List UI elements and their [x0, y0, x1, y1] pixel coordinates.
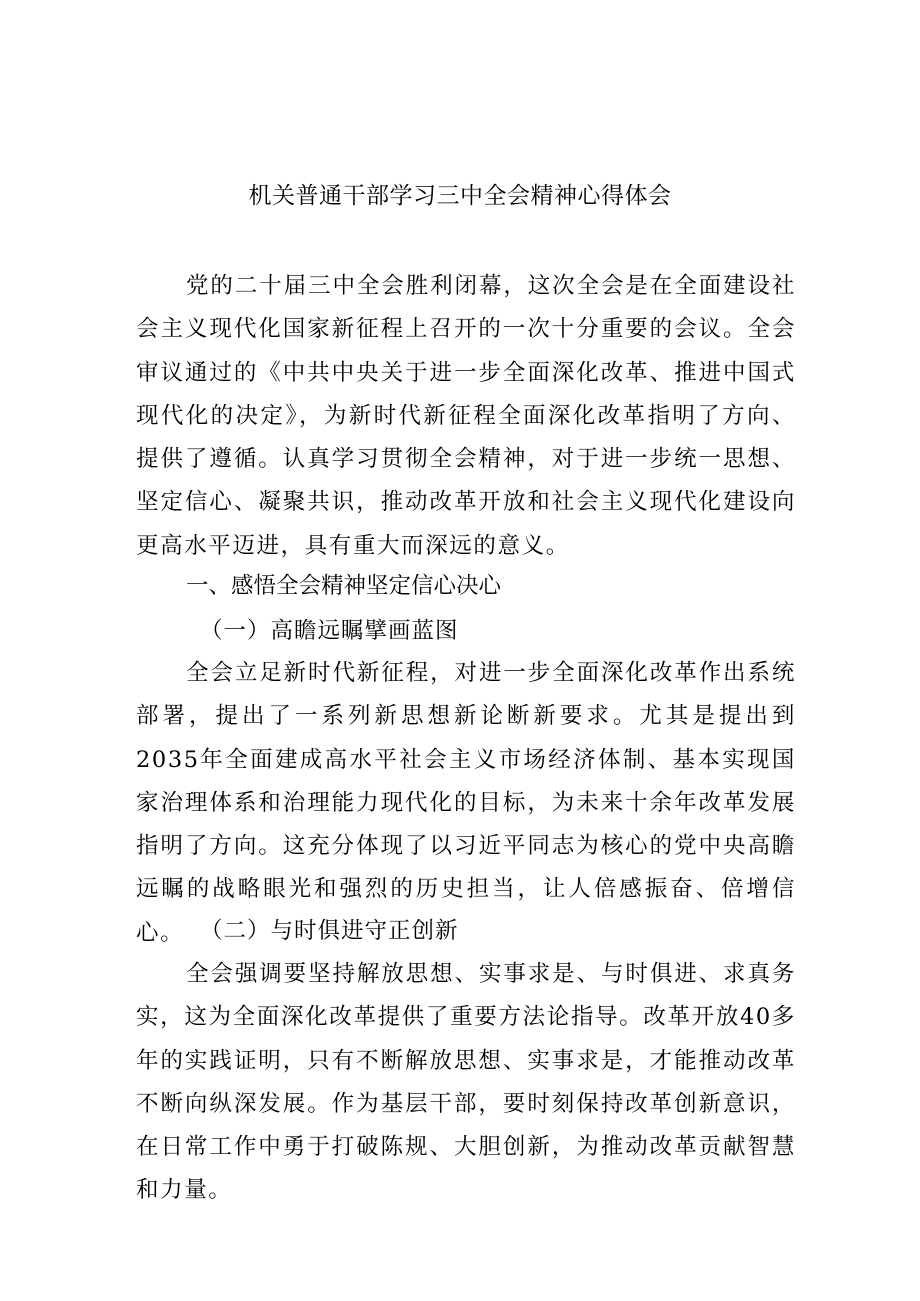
- section-1-heading: 一、感悟全会精神坚定信心决心: [186, 573, 502, 599]
- subsection-2-heading: （二）与时俱进守正创新: [200, 918, 459, 944]
- document-title: 机关普通干部学习三中全会精神心得体会: [248, 183, 672, 209]
- intro-paragraph: 党的二十届三中全会胜利闭幕，这次全会是在全面建设社会主义现代化国家新征程上召开的一次十分重要的会议。全会审议通过的《中共中央关于进一步全面深化改革、推进中国式现代化的决定》，为新时代新征程全面深化改革指明了方向、提供了遵循。认真学习贯彻全会精神，对于进一步统一思想、坚定信心、凝聚共识，推动改革开放和社会主义现代化建设向更高水平迈进，具有重大而深远的意义。: [136, 273, 796, 559]
- subsection-1-heading: （一）高瞻远瞩擘画蓝图: [200, 618, 459, 644]
- subsection-1-paragraph: 全会立足新时代新征程，对进一步全面深化改革作出系统部署，提出了一系列新思想新论断新要求。尤其是提出到2035年全面建成高水平社会主义市场经济体制、基本实现国家治理体系和治理能力现代化的目标，为未来十余年改革发展指明了方向。这充分体现了以习近平同志为核心的党中央高瞻远瞩的战略眼光和强烈的历史担当，让人倍感振奋、倍增信心。: [136, 660, 796, 946]
- subsection-2-paragraph: 全会强调要坚持解放思想、实事求是、与时俱进、求真务实，这为全面深化改革提供了重要方法论指导。改革开放40多年的实践证明，只有不断解放思想、实事求是，才能推动改革不断向纵深发展。作为基层干部，要时刻保持改革创新意识，在日常工作中勇于打破陈规、大胆创新，为推动改革贡献智慧和力量。: [136, 961, 796, 1204]
